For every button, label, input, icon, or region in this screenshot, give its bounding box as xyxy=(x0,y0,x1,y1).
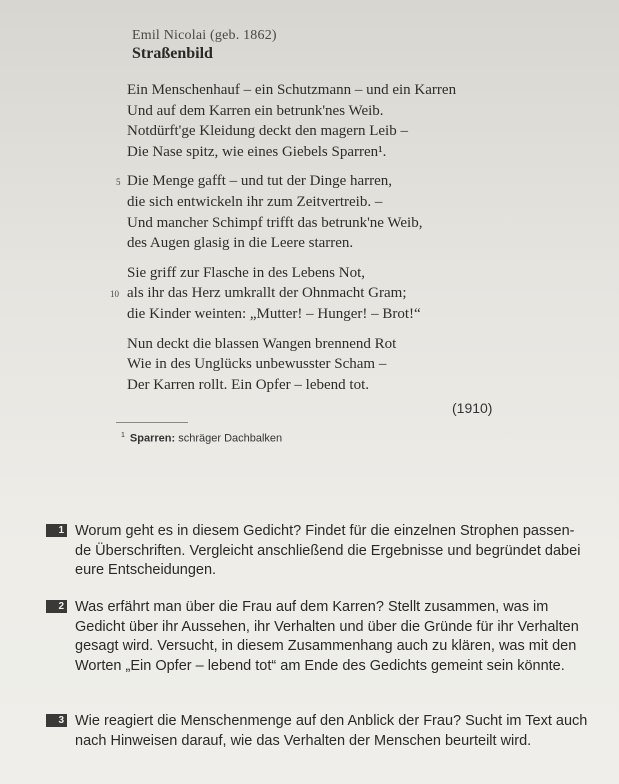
poem-line: Sie griff zur Flasche in des Lebens Not, xyxy=(127,264,366,281)
task-line: Worten „Ein Opfer – lebend tot“ am Ende des Gedichts gemeint sein könnte. xyxy=(75,657,565,674)
poem-year: (1910) xyxy=(452,400,493,416)
stanza-2 xyxy=(116,171,547,253)
poem-line: Nun deckt die blassen Wangen brennend Rot xyxy=(127,335,397,352)
task-number-badge: 3 xyxy=(46,714,67,727)
footnote-term: Sparren: xyxy=(129,432,176,445)
poem-title: Straßenbild xyxy=(132,45,213,62)
poem-line: die Kinder weinten: „Mutter! – Hunger! – Brot!“ xyxy=(127,305,421,322)
task-number-badge: 1 xyxy=(46,524,67,537)
poem-line-text: als ihr das Herz umkrallt der Ohnmacht Gram; xyxy=(127,285,407,302)
poem-line: Und mancher Schimpf trifft das betrunk'ne Weib, xyxy=(127,214,423,231)
stanza-1 xyxy=(127,80,547,162)
task-line: gesagt wird. Versucht, in diesem Zusammenhang auch zu klären, was mit den xyxy=(75,638,577,654)
task-line: nach Hinweisen darauf, wie das Verhalten der Menschen beurteilt wird. xyxy=(75,732,532,749)
footnote-text: schräger Dachbalken xyxy=(175,432,283,445)
poem-line xyxy=(110,283,547,304)
task-3 xyxy=(58,712,595,751)
task-number-badge: 2 xyxy=(46,600,67,613)
task-line: Was erfährt man über die Frau auf dem Karren? Stellt zusammen, was im xyxy=(75,599,549,615)
task-2 xyxy=(58,598,595,676)
poem-line: Der Karren rollt. Ein Opfer – lebend tot. xyxy=(127,376,369,393)
stanza-4 xyxy=(127,334,547,396)
poem-body xyxy=(110,80,547,404)
task-line: Wie reagiert die Menschenmenge auf den Anblick der Frau? Sucht im Text auch xyxy=(75,713,588,729)
task-1 xyxy=(58,522,595,581)
line-number-10: 10 xyxy=(110,289,119,300)
poem-line: des Augen glasig in die Leere starren. xyxy=(127,235,354,252)
footnote-marker: 1 xyxy=(121,432,125,439)
poem-author: Emil Nicolai (geb. 1862) xyxy=(132,28,277,43)
task-line: Worum geht es in diesem Gedicht? Findet für die einzelnen Strophen passen- xyxy=(75,523,575,539)
poem-line xyxy=(116,171,547,192)
poem-line: Wie in des Unglücks unbewusster Scham – xyxy=(127,356,387,373)
footnote-divider xyxy=(116,422,188,423)
poem-line: Die Nase spitz, wie eines Giebels Sparren¹. xyxy=(127,143,387,160)
poem-line: Ein Menschenhauf – ein Schutzmann – und ein Karren xyxy=(127,82,457,98)
task-line: Gedicht über ihr Aussehen, ihr Verhalten und über die Gründe für ihr Verhalten xyxy=(75,618,579,635)
task-line: eure Entscheidungen. xyxy=(75,562,217,578)
poem-line: Notdürft'ge Kleidung deckt den magern Leib – xyxy=(127,123,408,140)
poem-line: Und auf dem Karren ein betrunk'nes Weib. xyxy=(127,102,384,119)
task-line: de Überschriften. Vergleicht anschließend die Ergebnisse und begründet dabei xyxy=(75,542,581,559)
poem-line: die sich entwickeln ihr zum Zeitvertreib. – xyxy=(127,193,383,210)
poem-line-text: Die Menge gafft – und tut der Dinge harren, xyxy=(127,173,393,190)
stanza-3 xyxy=(110,263,547,325)
footnote xyxy=(121,432,282,445)
line-number-5: 5 xyxy=(116,177,121,188)
